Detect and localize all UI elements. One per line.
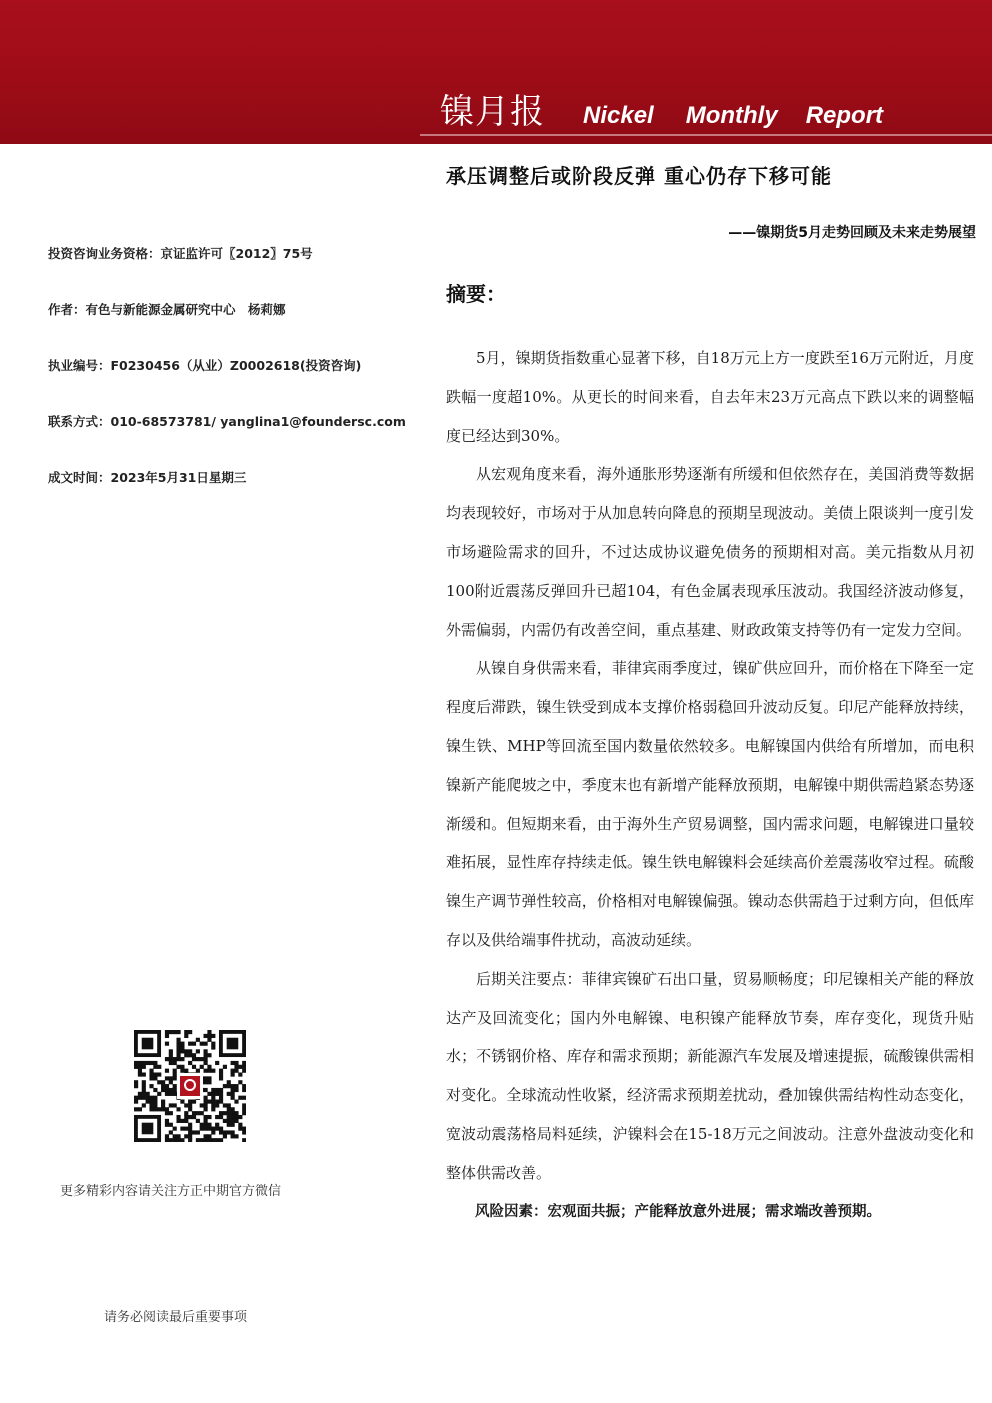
report-title-en-report: Report: [805, 102, 884, 129]
subheadline: ——镍期货5月走势回顾及未来走势展望: [728, 225, 976, 241]
report-title-en-monthly: Monthly: [685, 102, 778, 129]
summary-paragraph: 从宏观角度来看，海外通胀形势逐渐有所缓和但依然存在，美国消费等数据均表现较好，市场对于从加息转向降息的预期呈现波动。美债上限谈判一度引发市场避险需求的回升，不过达成协议避免债务的预期相对高。美元指数从月初100附近震荡反弹回升已超104，有色金属表现承压波动。我国经济波动修复，外需偏弱，内需仍有改善空间，重点基建、财政政策支持等仍有一定发力空间。: [446, 465, 974, 639]
author: 作者：有色与新能源金属研究中心 杨莉娜: [48, 302, 286, 317]
qr-code: [134, 1030, 246, 1142]
license-number: 执业编号：F0230456（从业）Z0002618(投资咨询): [48, 358, 362, 373]
qualification: 投资咨询业务资格：京证监许可〖2012〗75号: [48, 246, 313, 261]
summary-paragraph: 后期关注要点：菲律宾镍矿石出口量，贸易顺畅度；印尼镍相关产能的释放达产及回流变化；国内外电解镍、电积镍产能释放节奏，库存变化，现货升贴水；不锈钢价格、库存和需求预期；新能源汽车发展及增速提振，硫酸镍供需相对变化。全球流动性收紧，经济需求预期差扰动，叠加镍供需结构性动态变化，宽波动震荡格局料延续，沪镍料会在15-18万元之间波动。注意外盘波动变化和整体供需改善。: [446, 969, 974, 1182]
report-title: [440, 84, 883, 133]
contact-info: 联系方式：010-68573781/ yanglina1@foundersc.com: [48, 414, 406, 429]
headline: 承压调整后或阶段反弹 重心仍存下移可能: [446, 164, 832, 188]
report-title-en-nickel: Nickel: [583, 102, 654, 129]
report-title-cn: 镍月报: [440, 92, 545, 132]
summary-paragraph: 5月，镍期货指数重心显著下移，自18万元上方一度跌至16万元附近，月度跌幅一度超10%。从更长的时间来看，自去年末23万元高点下跌以来的调整幅度已经达到30%。: [446, 349, 974, 445]
risk-factors: 风险因素：宏观面共振；产能释放意外进展；需求端改善预期。: [475, 1203, 881, 1220]
summary-heading: 摘要：: [446, 282, 506, 306]
summary-paragraph: 从镍自身供需来看，菲律宾雨季度过，镍矿供应回升，而价格在下降至一定程度后滞跌，镍生铁受到成本支撑价格弱稳回升波动反复。印尼产能释放持续，镍生铁、MHP等回流至国内数量依然较多。电解镍国内供给有所增加，而电积镍新产能爬坡之中，季度末也有新增产能释放预期，电解镍中期供需趋紧态势逐渐缓和。但短期来看，由于海外生产贸易调整，国内需求问题，电解镍进口量较难拓展，显性库存持续走低。镍生铁电解镍料会延续高价差震荡收窄过程。硫酸镍生产调节弹性较高，价格相对电解镍偏强。镍动态供需趋于过剩方向，但低库存以及供给端事件扰动，高波动延续。: [446, 659, 974, 949]
summary-body: [446, 339, 974, 1231]
qr-caption: 更多精彩内容请关注方正中期官方微信: [60, 1184, 282, 1199]
qr-code-image: [134, 1030, 246, 1142]
author-meta: [48, 244, 428, 524]
publish-date: 成文时间：2023年5月31日星期三: [48, 470, 247, 485]
disclaimer: 请务必阅读最后重要事项: [104, 1310, 248, 1325]
banner-divider: [420, 134, 992, 136]
